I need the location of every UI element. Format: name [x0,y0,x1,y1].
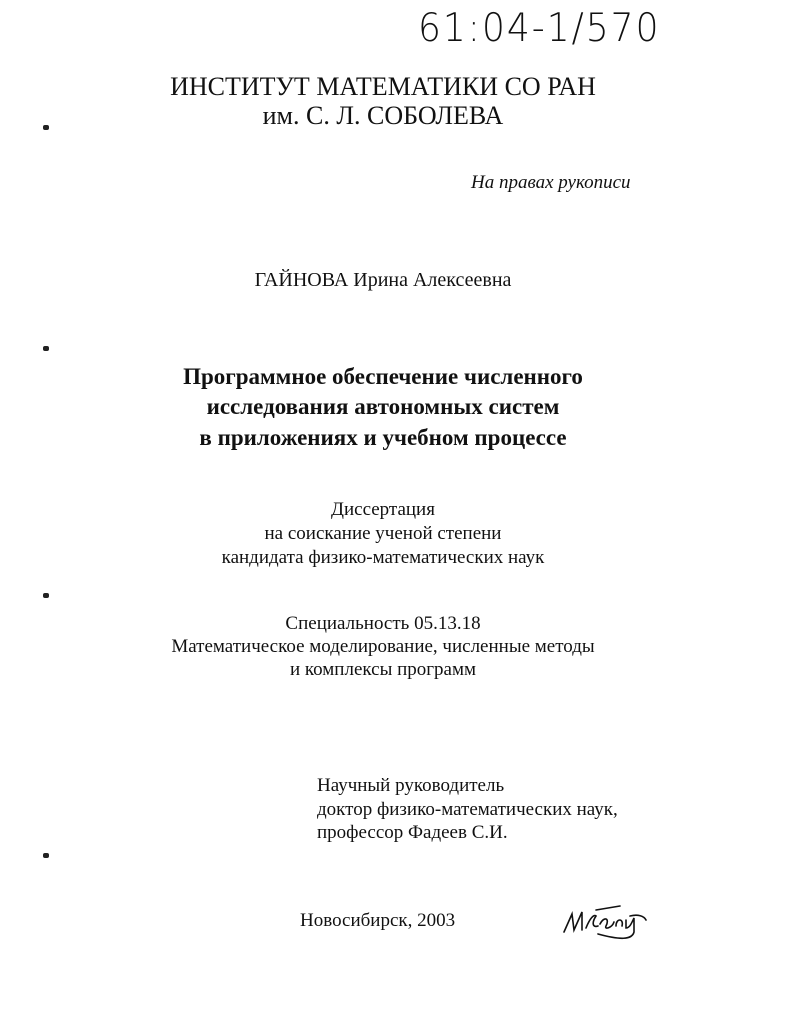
scan-speck [43,853,49,858]
institute-subtitle: им. С. Л. СОБОЛЕВА [262,101,504,130]
signature [560,900,660,945]
scan-speck [43,125,49,130]
archive-number-handwritten: 61:04-1/570 [418,5,661,52]
place-and-year: Новосибирск, 2003 [300,910,456,931]
thesis-title-line-3: в приложениях и учебном процессе [199,425,567,450]
thesis-title-line-1: Программное обеспечение численного [183,364,583,389]
dissertation-label: Диссертация [331,499,435,520]
advisor-name: профессор Фадеев С.И. [317,822,508,843]
specialty-code: Специальность 05.13.18 [285,613,481,634]
thesis-title-line-2: исследования автономных систем [206,394,560,419]
advisor-label: Научный руководитель [317,775,505,796]
institute-name: ИНСТИТУТ МАТЕМАТИКИ СО РАН [170,72,596,101]
author-name: ГАЙНОВА Ирина Алексеевна [254,269,512,291]
advisor-degree: доктор физико-математических наук, [317,799,618,820]
scan-speck [43,346,49,351]
degree-field: кандидата физико-математических наук [221,547,545,568]
specialty-name-line-1: Математическое моделирование, численные методы [171,636,595,657]
degree-line: на соискание ученой степени [264,523,502,544]
manuscript-note: На правах рукописи [471,172,631,193]
specialty-name-line-2: и комплексы программ [289,659,477,680]
scan-speck [43,593,49,598]
